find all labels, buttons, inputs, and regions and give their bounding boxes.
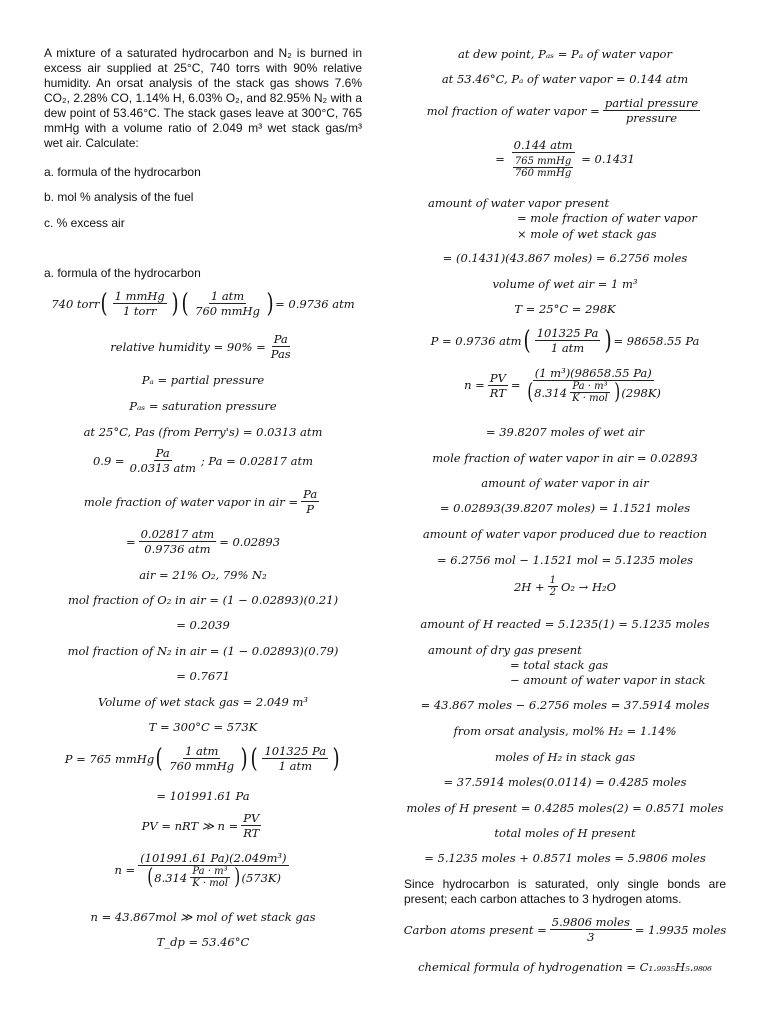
definition-partial-pressure: Pₐ = partial pressure: [141, 373, 265, 387]
volume-wet-stack-gas: Volume of wet stack gas = 2.049 m³: [98, 695, 308, 709]
orsat-h2: from orsat analysis, mol% H₂ = 1.14%: [453, 724, 677, 738]
equation-relative-humidity: relative humidity = 90% = Pa Pas: [110, 332, 291, 361]
dry-gas-label: amount of dry gas present: [428, 643, 582, 657]
problem-item-c: c. % excess air: [44, 216, 125, 230]
equation-o2-fraction: mol fraction of O₂ in air = (1 − 0.02893)(0.21): [67, 593, 339, 607]
water-vapor-pressure: at 53.46°C, Pₐ of water vapor = 0.144 atm: [441, 72, 689, 86]
reaction-equation: 2H + $\frac{1}{2}$ O₂ → H₂O: [513, 575, 617, 598]
total-h-value: = 5.1235 moles + 0.8571 moles = 5.9806 moles: [424, 851, 706, 865]
air-composition: air = 21% O₂, 79% N₂: [139, 568, 267, 582]
value-moles-wet-air: = 39.8207 moles of wet air: [485, 425, 645, 439]
equation-pressure-atm: 740 torr ( 1 mmHg 1 torr ) ( 1 atm 760 mmHg ) = 0.9736 atm: [51, 288, 355, 319]
value-n2-fraction: = 0.7671: [176, 669, 230, 683]
dry-gas-eq1: = total stack gas: [510, 658, 609, 672]
chemical-formula: chemical formula of hydrogenation = C₁.₉₉₃₅H₅.₉₈₀₆: [418, 960, 712, 974]
equation-carbon-atoms: Carbon atoms present = 5.9806 moles 3 = 1.9935 moles: [403, 915, 727, 944]
hydrogen-reacted: amount of H reacted = 5.1235(1) = 5.1235 moles: [420, 617, 710, 631]
dew-point-statement: at dew point, Pₐₛ = Pₐ of water vapor: [458, 47, 672, 61]
equation-stack-pressure: P = 765 mmHg ( 1 atm 760 mmHg ) ( 101325 Pa 1 atm ): [64, 743, 340, 774]
h-present: moles of H present = 0.4285 moles(2) = 0.8571 moles: [406, 801, 724, 815]
stack-temperature: T = 300°C = 573K: [148, 720, 258, 734]
equation-water-vapor-fraction-def: mol fraction of water vapor = partial pressure pressure: [426, 96, 699, 125]
water-vapor-present-value: = (0.1431)(43.867 moles) = 6.2756 moles: [442, 251, 688, 265]
h2-stack-value: = 37.5914 moles(0.0114) = 0.4285 moles: [443, 775, 687, 789]
equation-moles-stack-gas: n = (101991.61 Pa)(2.049m³) ( 8.314 Pa · m³ K · mol ) (573K): [114, 851, 287, 890]
problem-item-a: a. formula of the hydrocarbon: [44, 165, 201, 179]
h2-stack-label: moles of H₂ in stack gas: [494, 750, 636, 764]
equation-ideal-gas: PV = nRT ≫ n = $\frac{PV}{RT}$: [141, 811, 260, 840]
equation-moles-wet-air: n = $\frac{PV}{RT}$ = (1 m³)(98658.55 Pa) ( 8.314 Pa · m³ K · mol ) (298K): [464, 366, 661, 405]
water-vapor-air-label: amount of water vapor in air: [481, 476, 649, 490]
water-vapor-reaction-value: = 6.2756 mol − 1.1521 mol = 5.1235 moles: [436, 553, 694, 567]
dew-point-temperature: T_dp = 53.46°C: [156, 935, 250, 949]
definition-saturation-pressure: Pₐₛ = saturation pressure: [129, 399, 277, 413]
value-o2-fraction: = 0.2039: [176, 618, 230, 632]
value-moles-stack-gas: n = 43.867mol ≫ mol of wet stack gas: [90, 910, 316, 924]
equation-pas: at 25°C, Pas (from Perry's) = 0.0313 atm: [83, 425, 323, 439]
equation-wet-air-pressure: P = 0.9736 atm ( 101325 Pa 1 atm ) = 98658.55 Pa: [430, 325, 700, 356]
equation-pa: 0.9 = Pa 0.0313 atm ; Pa = 0.02817 atm: [92, 446, 314, 475]
problem-statement: A mixture of a saturated hydrocarbon and N₂ is burned in excess air supplied at 25°C, 740 torrs with 90% relative humidity. An orsat analysis of the stack gas shows 7.6% CO₂, 2.28% CO, 1.14% H, 6.03% O₂, and 82.95% N₂ with a dew point of 53.46°C. The stack gases leave at 300°C, 765 mmHg with a volume ratio of 2.049 m³ wet stack gas/m³ wet air. Calculate:: [44, 46, 362, 150]
dry-gas-eq2: − amount of water vapor in stack: [510, 673, 706, 687]
water-vapor-air-value: = 0.02893(39.8207 moles) = 1.1521 moles: [439, 501, 691, 515]
value-stack-pressure: = 101991.61 Pa: [156, 789, 250, 803]
water-vapor-reaction-label: amount of water vapor produced due to reaction: [422, 527, 708, 541]
water-vapor-fraction-air: mole fraction of water vapor in air = 0.02893: [432, 451, 698, 465]
saturated-note: Since hydrocarbon is saturated, only single bonds are present; each carbon attaches to 3 hydrogen atoms.: [404, 877, 726, 906]
total-h-label: total moles of H present: [494, 826, 636, 840]
dry-gas-value: = 43.867 moles − 6.2756 moles = 37.5914 moles: [420, 698, 710, 712]
volume-wet-air: volume of wet air = 1 m³: [492, 277, 638, 291]
section-heading: a. formula of the hydrocarbon: [44, 266, 201, 280]
equation-mole-fraction-def: mole fraction of water vapor in air = $\frac{Pa}{P}$: [83, 487, 318, 516]
equation-water-vapor-fraction-value: = 0.144 atm 765 mmHg 760 mmHg = 0.1431: [495, 138, 635, 179]
equation-n2-fraction: mol fraction of N₂ in air = (1 − 0.02893)(0.79): [67, 644, 339, 658]
water-vapor-present-eq2: × mole of wet stack gas: [517, 227, 657, 241]
water-vapor-present-label: amount of water vapor present: [428, 196, 610, 210]
problem-item-b: b. mol % analysis of the fuel: [44, 190, 194, 204]
water-vapor-present-eq1: = mole fraction of water vapor: [517, 211, 697, 225]
equation-mole-fraction-value: = 0.02817 atm 0.9736 atm = 0.02893: [125, 527, 281, 556]
wet-air-temperature: T = 25°C = 298K: [514, 302, 616, 316]
